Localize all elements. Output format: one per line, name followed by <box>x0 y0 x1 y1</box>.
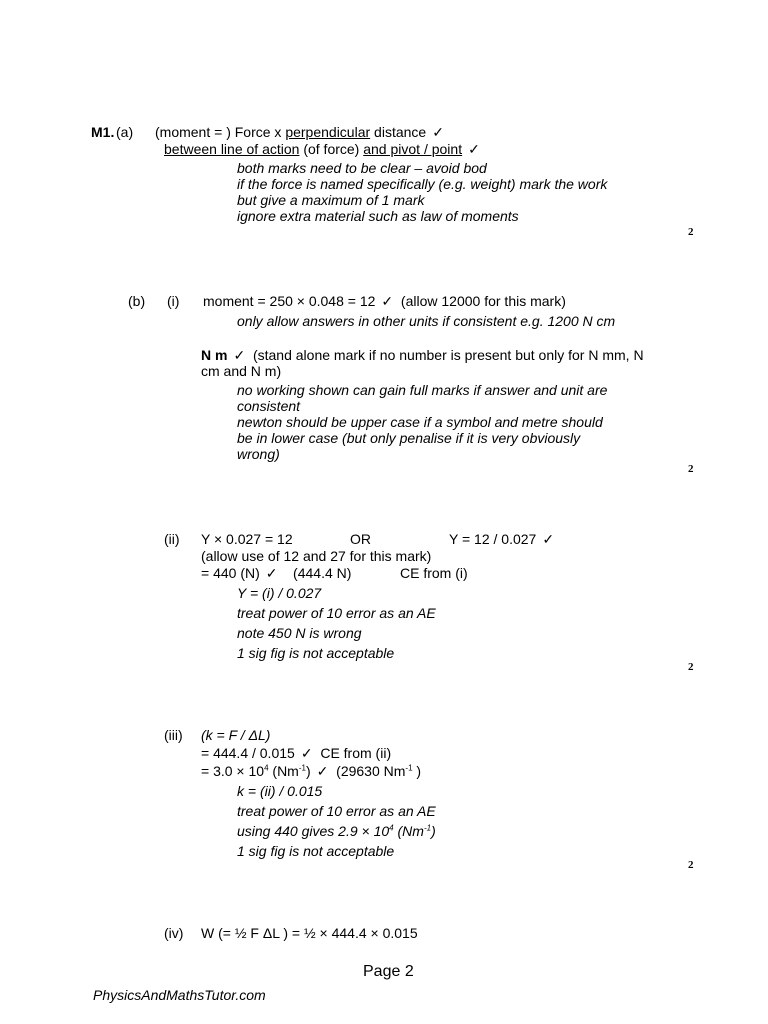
part-b-i-note: no working shown can gain full marks if answer and unit are <box>237 382 608 398</box>
part-b-i-note: wrong) <box>237 446 280 462</box>
tick-icon: ✓ <box>300 745 313 761</box>
part-b-iv-line: W (= ½ F ΔL ) = ½ × 444.4 × 0.015 <box>201 925 418 941</box>
part-a-note: ignore extra material such as law of moments <box>237 208 519 224</box>
part-b-ii-or: OR <box>350 531 371 547</box>
part-b-i-line1: moment = 250 × 0.048 = 12 ✓ (allow 12000 for this mark) <box>203 293 566 309</box>
part-b-ii-note: Y = (i) / 0.027 <box>237 585 322 601</box>
part-b-iii-label: (iii) <box>164 727 183 743</box>
tick-icon: ✓ <box>233 347 246 363</box>
tick-icon: ✓ <box>542 531 555 547</box>
part-b-ii-result: = 440 (N) ✓ (444.4 N) <box>201 565 352 581</box>
part-b-i-unit-line2: cm and N m) <box>201 363 282 379</box>
page-number: Page 2 <box>363 963 414 980</box>
part-a-line2: between line of action (of force) and pivot / point ✓ <box>164 141 480 157</box>
part-b-iii-marks: 2 <box>688 859 694 871</box>
part-b-i-note: newton should be upper case if a symbol and metre should <box>237 414 603 430</box>
tick-icon: ✓ <box>381 293 394 309</box>
part-b-iii-note: 1 sig fig is not acceptable <box>237 843 395 859</box>
part-b-ii-label: (ii) <box>164 531 180 547</box>
part-b-ii-allow: (allow use of 12 and 27 for this mark) <box>201 548 432 564</box>
part-b-label: (b) <box>128 293 146 309</box>
footer-site: PhysicsAndMathsTutor.com <box>93 987 266 1003</box>
tick-icon: ✓ <box>468 141 480 157</box>
part-b-i-note: be in lower case (but only penalise if it is very obviously <box>237 430 581 446</box>
part-a-note: both marks need to be clear – avoid bod <box>237 160 487 176</box>
part-b-ii-note: note 450 N is wrong <box>237 625 362 641</box>
tick-icon: ✓ <box>265 565 278 581</box>
part-b-i-note: consistent <box>237 398 301 414</box>
part-b-ii-ce: CE from (i) <box>400 565 468 581</box>
part-b-ii-marks: 2 <box>688 661 694 673</box>
part-b-iii-line3: = $3.0 \times 10^4$ $(Nm^{-1})$ ✓ (29630 $Nm^{-1}$ ) <box>201 763 422 779</box>
part-b-ii-note: treat power of 10 error as an AE <box>237 605 436 621</box>
part-b-i-label: (i) <box>167 293 180 309</box>
part-a-label: (a) <box>116 124 134 140</box>
part-a-note: but give a maximum of 1 mark <box>237 192 425 208</box>
part-b-ii-eq2: Y = 12 / 0.027 ✓ <box>449 531 555 547</box>
tick-icon: ✓ <box>316 763 329 779</box>
part-b-i-marks: 2 <box>688 463 694 475</box>
tick-icon: ✓ <box>432 124 444 140</box>
part-b-iii-line2: = 444.4 / 0.015 ✓ CE from (ii) <box>201 745 392 761</box>
part-b-iii-note: treat power of 10 error as an AE <box>237 803 436 819</box>
part-b-iii-note: using 440 gives $2.9 \times 10^4$ $(Nm^{-1})$ <box>237 823 436 839</box>
part-b-i-note: only allow answers in other units if consistent e.g. 1200 N cm <box>237 313 616 329</box>
part-b-ii-eq1: Y × 0.027 = 12 <box>201 531 293 547</box>
part-a-marks: 2 <box>688 226 694 238</box>
part-b-i-unit-line: N m ✓ (stand alone mark if no number is present but only for N mm, N <box>201 347 644 363</box>
part-a-note: if the force is named specifically (e.g. weight) mark the work <box>237 176 608 192</box>
part-b-iv-label: (iv) <box>164 925 184 941</box>
part-b-ii-note: 1 sig fig is not acceptable <box>237 645 395 661</box>
part-b-iii-formula: (k = F / ΔL) <box>201 727 271 743</box>
part-a-line1: (moment = ) Force x perpendicular distance ✓ <box>155 124 444 140</box>
question-number: M1. <box>91 124 115 140</box>
part-b-iii-note: k = (ii) / 0.015 <box>237 783 323 799</box>
